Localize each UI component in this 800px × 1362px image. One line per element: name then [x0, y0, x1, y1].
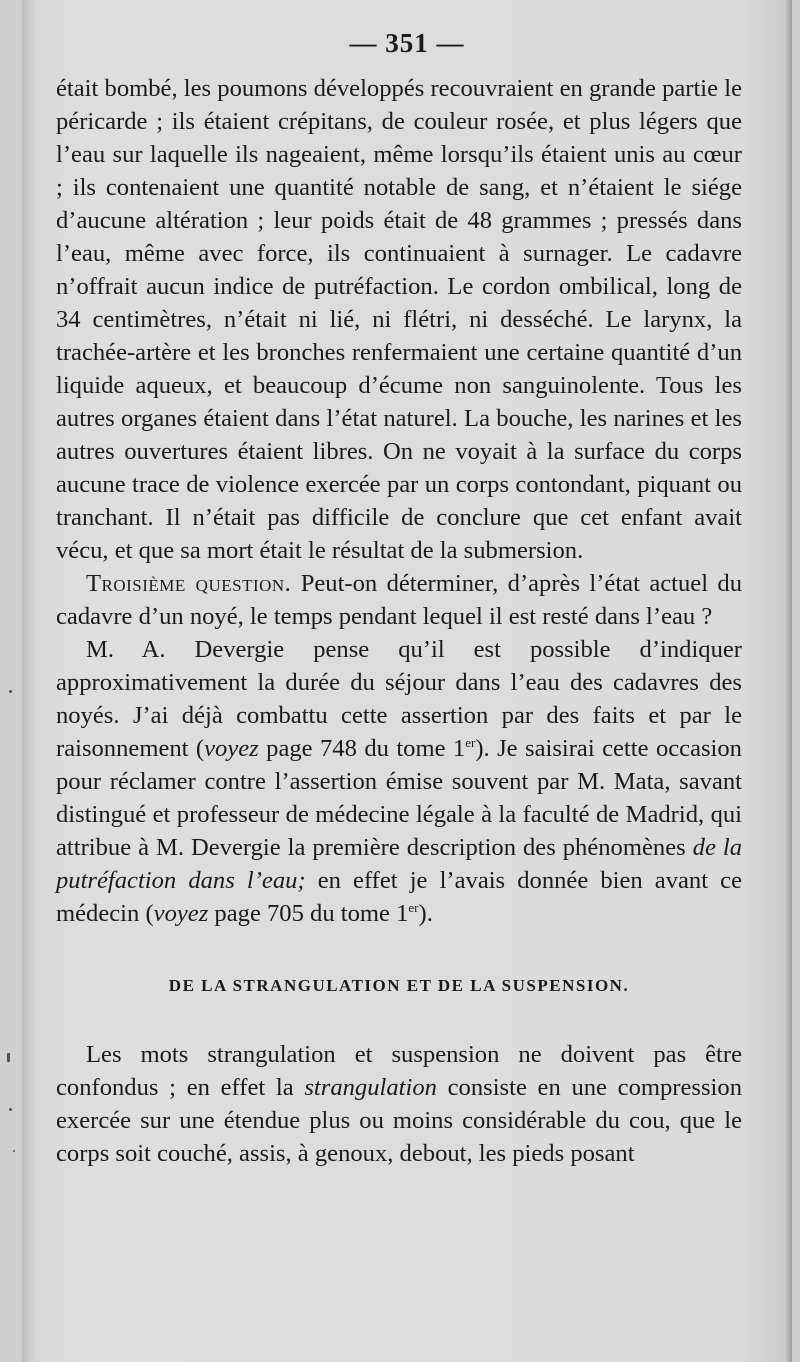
- page-edge-shadow: [784, 0, 792, 1362]
- question-text: Peut-on déterminer, d’après l’état actuel du cadavre d’un noyé, le temps pendant lequel il est resté dans l’eau ?: [56, 570, 742, 630]
- p4-part-b: consiste en une compression exercée sur une étendue plus ou moins considérable du cou, que le corps soit couché, assis, à genoux, debout, les pieds posant: [56, 1074, 742, 1167]
- p3-italic-phrase: de la putréfaction dans l’eau;: [56, 834, 742, 894]
- p3-part-c: ). Je saisirai cette occasion pour réclamer contre l’assertion émise souvent par M. Mata, savant distingué et professeur de médecine légale à la faculté de Madrid, qui attribue à M. Devergie la première description des phénomènes: [56, 735, 742, 861]
- margin-speck: [9, 1108, 12, 1111]
- p3-part-a: M. A. Devergie pense qu’il est possible d’indiquer approximativement la durée du séjour dans l’eau des cadavres des noyés. J’ai déjà combattu cette assertion par des faits et par le raisonnement (: [56, 636, 742, 762]
- page-number: — 351 —: [349, 28, 465, 58]
- p4-italic-word: strangulation: [304, 1074, 437, 1101]
- p4-part-a: Les mots strangulation et suspension ne doivent pas être confondus ; en effet la: [56, 1041, 742, 1101]
- p3-part-f: ).: [418, 900, 433, 927]
- p3-part-e: page 705 du tome 1: [208, 900, 409, 927]
- paragraph-3: [56, 633, 742, 930]
- margin-speck: [7, 1053, 10, 1062]
- section-title: DE LA STRANGULATION ET DE LA SUSPENSION.: [168, 976, 630, 995]
- p3-voyez-2: voyez: [153, 900, 209, 927]
- paragraph-1: était bombé, les poumons développés recouvraient en grande partie le péricarde ; ils étaient crépitans, de couleur rosée, et plus légers que l’eau sur laquelle ils nageaient, même lorsqu’ils étaient unis au cœur ; ils contenaient une quantité notable de sang, et n’étaient le siége d’aucune altération ; leur poids était de 48 grammes ; pressés dans l’eau, même avec force, ils continuaient à surnager. Le cadavre n’offrait aucun indice de putréfaction. Le cordon ombilical, long de 34 centimètres, n’était ni lié, ni flétri, ni desséché. Le larynx, la trachée-artère et les bronches renfermaient une certaine quantité d’un liquide aqueux, et beaucoup d’écume non sanguinolente. Tous les autres organes étaient dans l’état naturel. La bouche, les narines et les autres ouvertures étaient libres. On ne voyait à la surface du corps aucune trace de violence exercée par un corps contondant, piquant ou tranchant. Il n’était pas difficile de conclure que cet enfant avait vécu, et que sa mort était le résultat de la submersion.: [56, 75, 742, 564]
- paragraph-4: [56, 1038, 742, 1170]
- question-label: Troisième question.: [86, 570, 292, 597]
- p3-part-b: page 748 du tome 1: [258, 735, 466, 762]
- p3-sup-2: er: [408, 900, 419, 915]
- page-body: [56, 72, 742, 1170]
- book-page: [22, 0, 792, 1362]
- p3-part-d: en effet je l’avais donnée bien avant ce médecin (: [56, 867, 742, 927]
- margin-speck: [9, 690, 12, 693]
- margin-speck: [13, 1150, 15, 1152]
- p3-voyez-1: voyez: [204, 735, 259, 762]
- p3-sup-1: er: [465, 735, 476, 750]
- paragraph-2: [56, 567, 742, 633]
